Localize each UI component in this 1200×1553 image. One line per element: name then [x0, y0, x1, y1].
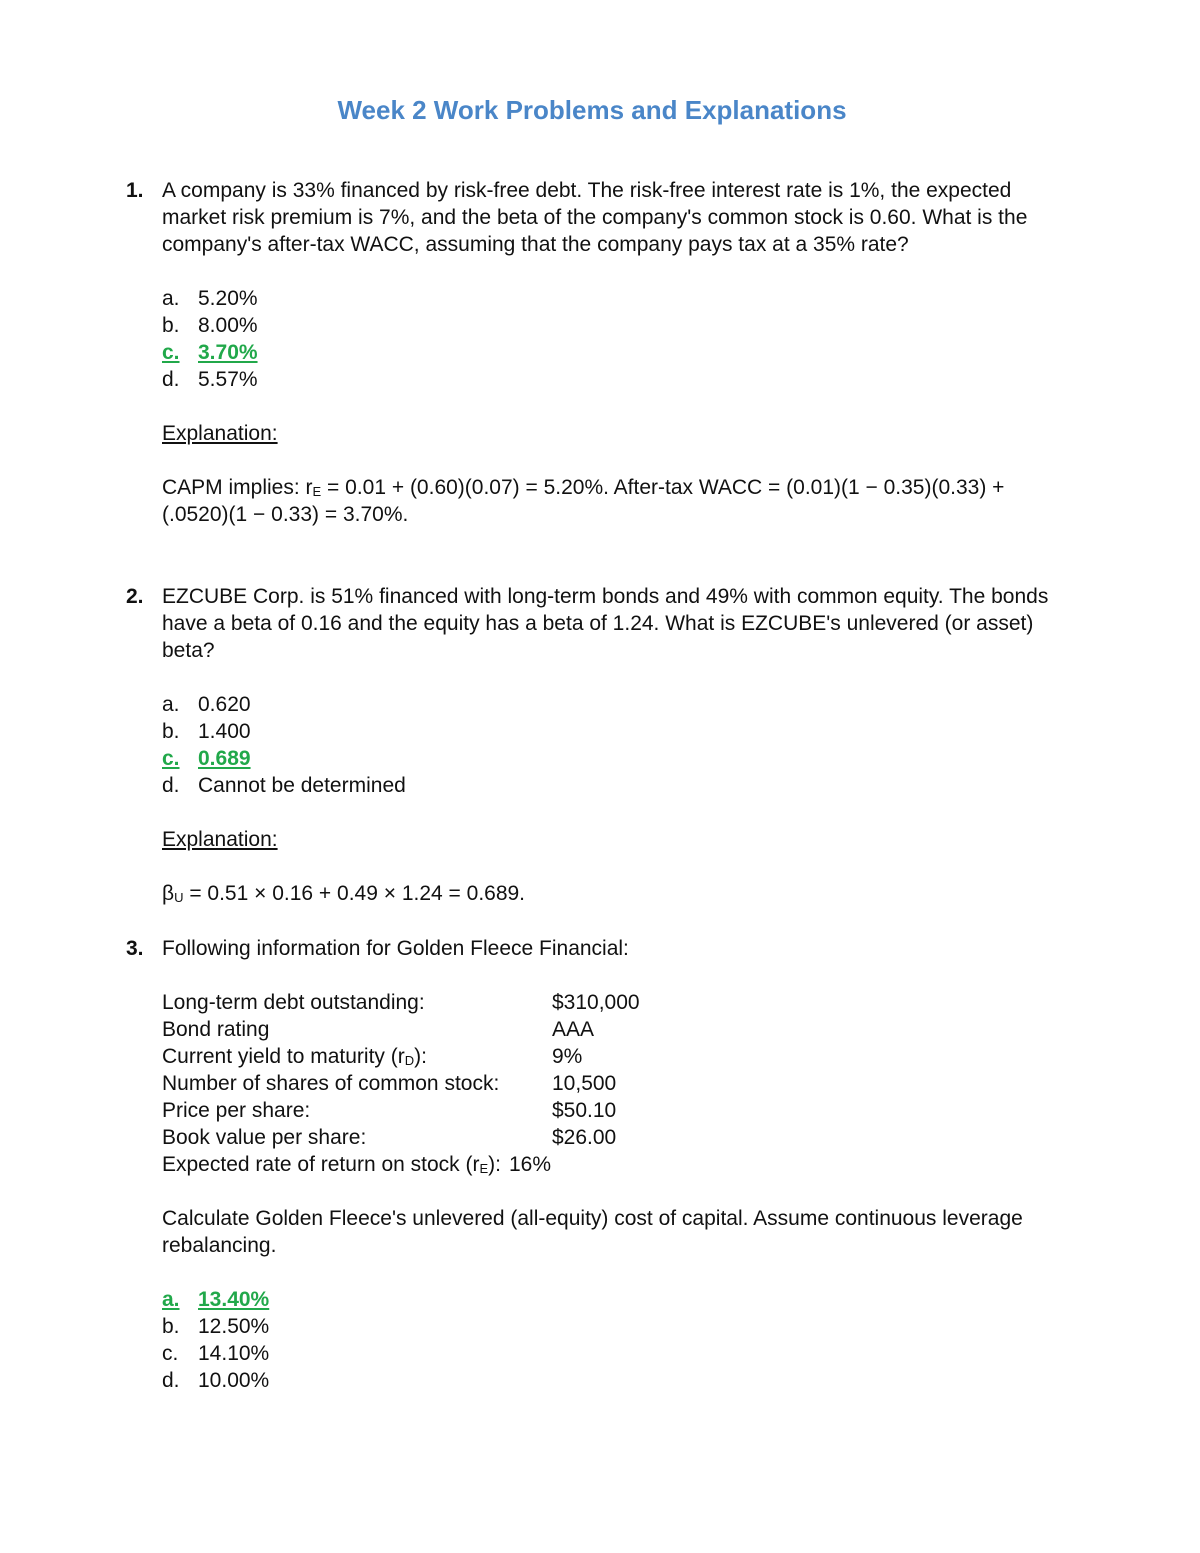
info-label-suffix: ):: [414, 1045, 427, 1068]
question-text: Following information for Golden Fleece Financial:: [162, 937, 629, 960]
option-c-correct: [162, 339, 1066, 366]
option-text: 13.40%: [198, 1288, 270, 1311]
option-b: [162, 718, 1066, 745]
info-row: [162, 1151, 1066, 1178]
info-label: [162, 1151, 501, 1178]
option-letter: b.: [162, 314, 180, 337]
info-row: [162, 1016, 1066, 1043]
option-letter: d.: [162, 1369, 180, 1392]
info-value: $26.00: [552, 1126, 617, 1149]
option-d: [162, 772, 1066, 799]
info-label: [162, 1043, 552, 1070]
option-c-correct: [162, 745, 1066, 772]
option-text: 1.400: [198, 720, 251, 743]
answer-options: [162, 691, 1066, 799]
info-value: 16%: [508, 1153, 552, 1176]
explanation-prefix: CAPM implies: r: [162, 476, 313, 499]
answer-options: [162, 1286, 1066, 1394]
calculation-prompt: Calculate Golden Fleece's unlevered (all-equity) cost of capital. Assume continuous leverage rebalancing.: [162, 1207, 1023, 1257]
option-b: [162, 312, 1066, 339]
option-b: [162, 1313, 1066, 1340]
info-row: [162, 989, 1066, 1016]
option-text: 5.20%: [198, 287, 258, 310]
option-letter: b.: [162, 1315, 180, 1338]
info-label: Long-term debt outstanding:: [162, 991, 425, 1014]
info-row: [162, 1097, 1066, 1124]
option-text: 3.70%: [198, 341, 258, 364]
option-text: 8.00%: [198, 314, 258, 337]
explanation-prefix: β: [162, 882, 175, 905]
info-label-subscript: D: [404, 1053, 415, 1068]
info-row: [162, 1124, 1066, 1151]
question-1: [126, 177, 1066, 528]
info-label-prefix: Current yield to maturity (r: [162, 1045, 405, 1068]
info-value: $310,000: [552, 991, 640, 1014]
info-label-prefix: Expected rate of return on stock (r: [162, 1153, 480, 1176]
option-d: [162, 366, 1066, 393]
option-text: 0.620: [198, 693, 251, 716]
option-letter: d.: [162, 774, 180, 797]
option-text: 10.00%: [198, 1369, 270, 1392]
option-c: [162, 1340, 1066, 1367]
option-text: 0.689: [198, 747, 251, 770]
question-number: 2.: [126, 585, 144, 608]
info-label-suffix: ):: [488, 1153, 501, 1176]
question-2: [126, 583, 1066, 907]
info-row: [162, 1043, 1066, 1070]
option-letter: c.: [162, 341, 180, 364]
info-label-subscript: E: [479, 1161, 489, 1176]
question-3: [126, 935, 1066, 1394]
info-label: Book value per share:: [162, 1126, 367, 1149]
option-a-correct: [162, 1286, 1066, 1313]
financial-info-table: [162, 989, 1066, 1178]
explanation-subscript: U: [174, 890, 184, 905]
explanation-label: Explanation:: [162, 422, 278, 445]
page-title: Week 2 Work Problems and Explanations: [337, 95, 847, 125]
explanation-suffix: = 0.01 + (0.60)(0.07) = 5.20%. After-tax WACC = (0.01)(1 − 0.35)(0.33) + (.0520)(1 − 0.33) = 3.70%.: [162, 476, 1005, 526]
option-letter: c.: [162, 1342, 179, 1365]
question-text: A company is 33% financed by risk-free debt. The risk-free interest rate is 1%, the expected market risk premium is 7%, and the beta of the company's common stock is 0.60. What is the company's after-tax WACC, assuming that the company pays tax at a 35% rate?: [162, 179, 1028, 256]
info-label: Bond rating: [162, 1018, 270, 1041]
answer-options: [162, 285, 1066, 393]
question-text: EZCUBE Corp. is 51% financed with long-term bonds and 49% with common equity. The bonds have a beta of 0.16 and the equity has a beta of 1.24. What is EZCUBE's unlevered (or asset) beta?: [162, 585, 1049, 662]
option-letter: a.: [162, 287, 180, 310]
option-letter: d.: [162, 368, 180, 391]
explanation-suffix: = 0.51 × 0.16 + 0.49 × 1.24 = 0.689.: [183, 882, 526, 905]
option-a: [162, 691, 1066, 718]
option-letter: a.: [162, 693, 180, 716]
option-letter: b.: [162, 720, 180, 743]
explanation-text: [162, 880, 1066, 907]
question-number: 1.: [126, 179, 144, 202]
option-letter: c.: [162, 747, 180, 770]
explanation-label: Explanation:: [162, 828, 278, 851]
info-value: $50.10: [552, 1099, 617, 1122]
question-number: 3.: [126, 937, 144, 960]
option-letter: a.: [162, 1288, 180, 1311]
info-value: 10,500: [552, 1072, 617, 1095]
info-label: Number of shares of common stock:: [162, 1072, 500, 1095]
option-text: 14.10%: [198, 1342, 270, 1365]
info-row: [162, 1070, 1066, 1097]
explanation-subscript: E: [312, 484, 322, 499]
option-a: [162, 285, 1066, 312]
info-value: 9%: [552, 1045, 583, 1068]
info-label: Price per share:: [162, 1099, 311, 1122]
option-text: 5.57%: [198, 368, 258, 391]
info-value: AAA: [552, 1018, 595, 1041]
option-text: Cannot be determined: [198, 774, 406, 797]
explanation-text: [162, 474, 1066, 528]
option-text: 12.50%: [198, 1315, 270, 1338]
option-d: [162, 1367, 1066, 1394]
